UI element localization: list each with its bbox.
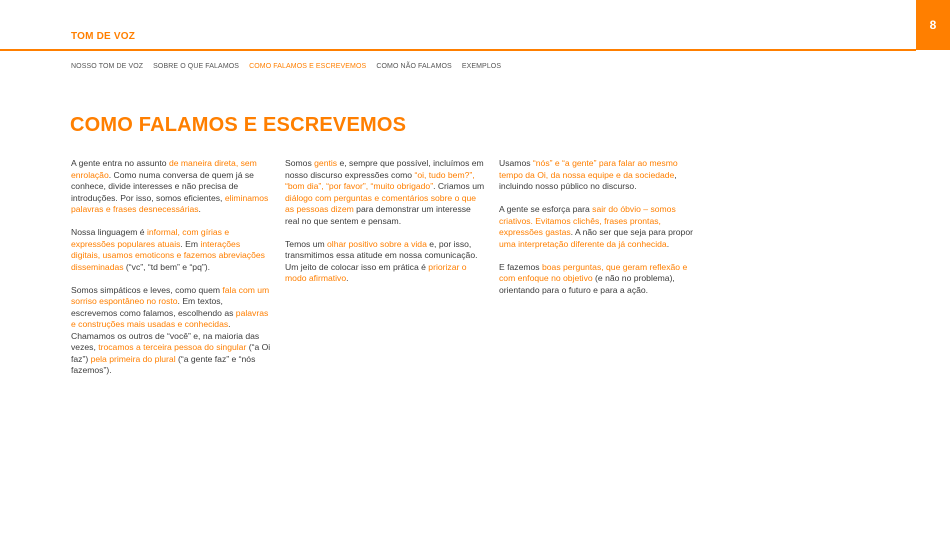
body-text: para demonstrar um interesse real no que sentem e pensam. (285, 204, 471, 226)
body-text: Somos (285, 158, 315, 168)
highlight-text: eliminamos palavras e frases desnecessárias (71, 192, 269, 214)
highlight-text: diálogo com perguntas e comentários sobre o que as pessoas dizem (285, 192, 477, 214)
body-text: (e não no problema), orientando para o futuro e para a ação. (499, 273, 675, 295)
nav-item-como-falamos-e-escrevemos[interactable]: COMO FALAMOS E ESCREVEMOS (249, 63, 367, 70)
nav-item-sobre-o-que-falamos[interactable]: SOBRE O QUE FALAMOS (153, 63, 240, 70)
paragraph (285, 239, 485, 285)
body-text: (“a gente faz” e “nós fazemos”). (71, 353, 256, 375)
paragraph (71, 158, 271, 216)
paragraph (499, 204, 699, 250)
highlight-text: gentis (314, 158, 338, 168)
body-text: Somos simpáticos e leves, como quem (71, 284, 223, 295)
header-title: TOM DE VOZ (71, 31, 136, 42)
text-column-1 (71, 158, 271, 388)
highlight-text: trocamos a terceira pessoa do singular (98, 342, 247, 352)
highlight-text: palavras e construções mais usadas e conhecidas (71, 307, 269, 329)
body-text: Nossa linguagem é (71, 227, 147, 237)
body-text: . Como numa conversa de quem já se conhece, divide interesses e não precisa de introduções. Por isso, somos eficientes, (71, 169, 254, 203)
body-text: . (346, 273, 349, 283)
body-text: . Chamamos os outros de “você” e, na maioria das vezes, (71, 319, 260, 352)
page-number: 8 (916, 0, 950, 50)
highlight-text: priorizar o modo afirmativo (285, 261, 467, 283)
highlight-text: interações digitais, usamos emoticons e fazemos abreviações disseminadas (71, 238, 265, 272)
body-text: A gente se esforça para (499, 204, 593, 214)
paragraph (499, 262, 699, 297)
paragraph (499, 158, 699, 193)
body-text: E fazemos (499, 261, 542, 272)
highlight-text: uma interpretação diferente da já conhecida (499, 238, 667, 249)
highlight-text: sair do óbvio – somos criativos. Evitamos clichês, frases prontas, expressões gastas (499, 204, 676, 237)
paragraph (71, 227, 271, 273)
body-text: . A não ser que seja para propor (570, 227, 693, 237)
body-text: e, por isso, transmitimos essa atitude em nossa comunicação. Um jeito de colocar isso em prática é (285, 238, 478, 272)
body-text: (“a Oi faz”) (71, 342, 271, 364)
body-text: . (198, 204, 201, 214)
nav-item-nosso-tom-de-voz[interactable]: NOSSO TOM DE VOZ (71, 63, 144, 70)
body-text: , incluindo nosso público no discurso. (499, 169, 677, 191)
body-text: Usamos (499, 158, 533, 168)
highlight-text: pela primeira do plural (90, 353, 176, 364)
highlight-text: informal, com gírias e expressões populares atuais (71, 227, 230, 249)
paragraph (71, 285, 271, 377)
header-divider (0, 49, 916, 51)
body-text: A gente entra no assunto (71, 158, 169, 168)
highlight-text: fala com um sorriso espontâneo no rosto (71, 284, 270, 306)
body-text: e, sempre que possível, incluímos em nosso discurso expressões como (285, 158, 484, 180)
section-title: COMO FALAMOS E ESCREVEMOS (70, 114, 407, 136)
text-column-3 (499, 158, 699, 308)
body-text: Temos um (285, 238, 328, 249)
section-nav (71, 63, 501, 70)
paragraph (285, 158, 485, 227)
body-text: . Em (180, 238, 201, 249)
highlight-text: de maneira direta, sem enrolação (71, 158, 257, 180)
body-text: . Criamos um (433, 181, 485, 191)
highlight-text: boas perguntas, que geram reflexão e com enfoque no objetivo (499, 261, 688, 283)
body-text: . Em textos, escrevemos como falamos, escolhendo as (71, 296, 236, 318)
nav-item-como-nao-falamos[interactable]: COMO NÃO FALAMOS (376, 63, 452, 70)
highlight-text: olhar positivo sobre a vida (327, 238, 427, 249)
highlight-text: “nós” e “a gente” para falar ao mesmo tempo da Oi, da nossa equipe e da sociedade (499, 158, 678, 180)
text-column-2 (285, 158, 485, 296)
body-text: (“vc”, “td bem” e “pq”). (123, 261, 210, 272)
nav-item-exemplos[interactable]: EXEMPLOS (461, 63, 502, 70)
body-text: . (666, 238, 670, 249)
highlight-text: “oi, tudo bem?”, “bom dia”, “por favor”, “muito obrigado” (285, 169, 475, 191)
